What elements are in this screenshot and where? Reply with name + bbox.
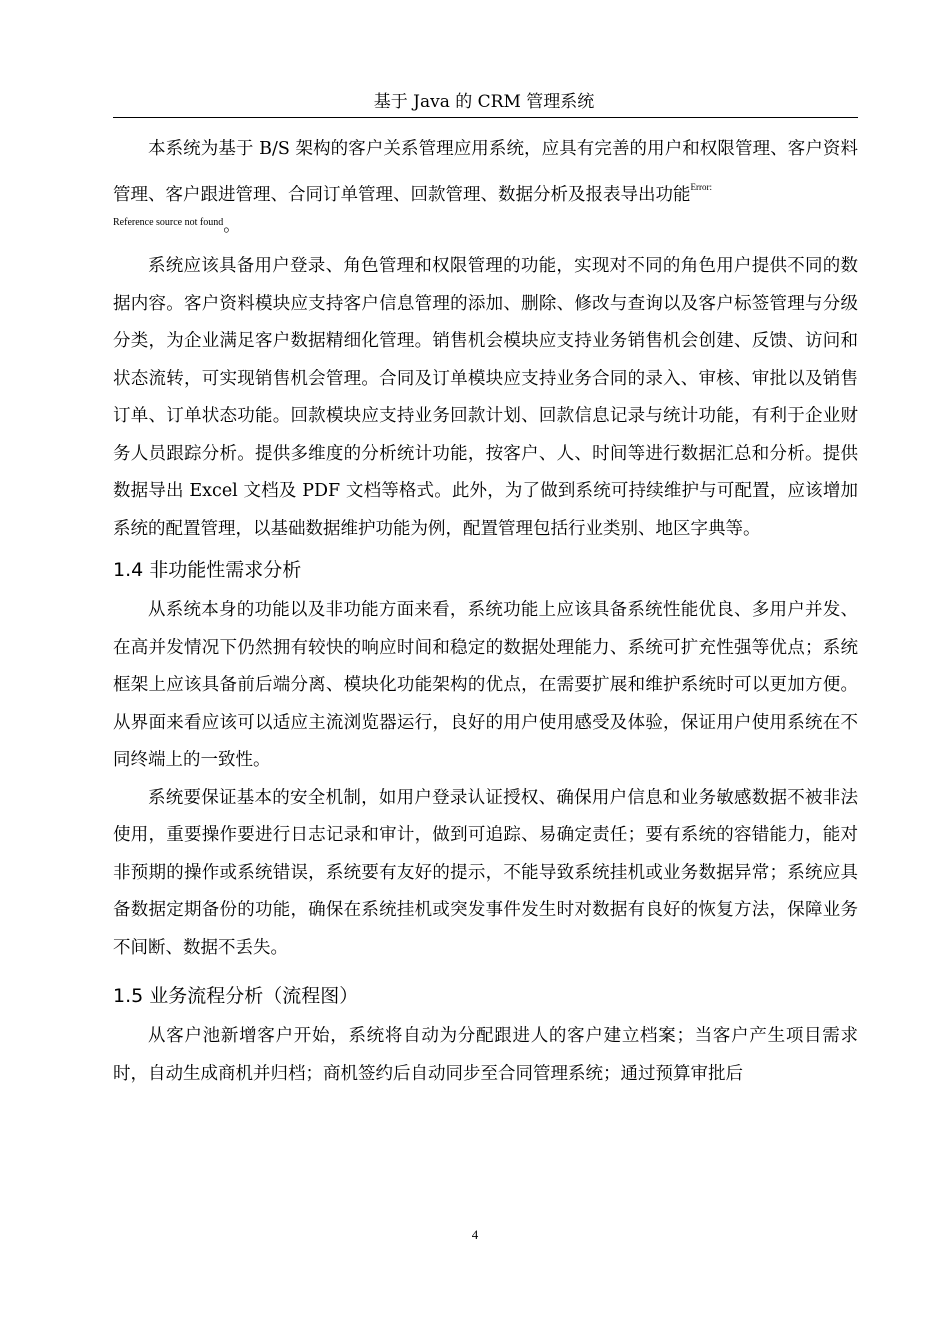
paragraph-nonfunctional-performance: 从系统本身的功能以及非功能方面来看，系统功能上应该具备系统性能优良、多用户并发、在高并发情况下仍然拥有较快的响应时间和稳定的数据处理能力、系统可扩充性强等优点；系统框架上应该具备前后端分离、模块化功能架构的优点，在需要扩展和维护系统时可以更加方便。从界面来看应该可以适应主流浏览器运行，良好的用户使用感受及体验，保证用户使用系统在不同终端上的一致性。 (113, 600, 858, 770)
page-body (113, 131, 858, 1093)
header-rule (113, 117, 858, 118)
section-heading-1-4: 1.4 非功能性需求分析 (113, 559, 302, 581)
paragraph-functional-requirements: 系统应该具备用户登录、角色管理和权限管理的功能，实现对不同的角色用户提供不同的数据内容。客户资料模块应支持客户信息管理的添加、删除、修改与查询以及客户标签管理与分级分类，为企业满足客户数据精细化管理。销售机会模块应支持业务销售机会创建、反馈、访问和状态流转，可实现销售机会管理。合同及订单模块应支持业务合同的录入、审核、审批以及销售订单、订单状态功能。回款模块应支持业务回款计划、回款信息记录与统计功能，有利于企业财务人员跟踪分析。提供多维度的分析统计功能，按客户、人、时间等进行数据汇总和分析。提供数据导出 Excel 文档及 PDF 文档等格式。此外，为了做到系统可持续维护与可配置，应该增加系统的配置管理，以基础数据维护功能为例，配置管理包括行业类别、地区字典等。 (113, 256, 858, 539)
page-number: 4 (471, 1227, 479, 1242)
running-header: 基于 Java 的 CRM 管理系统 (373, 92, 595, 112)
reference-error-label: Reference source not found (113, 217, 224, 228)
paragraph-text: 本系统为基于 B/S 架构的客户关系管理应用系统，应具有完善的用户和权限管理、客户资料管理、客户跟进管理、合同订单管理、回款管理、数据分析及报表导出功能 (113, 139, 858, 205)
reference-error-marker: Error: (690, 181, 712, 192)
section-heading-1-5: 1.5 业务流程分析（流程图） (113, 985, 359, 1007)
paragraph-spacer (113, 967, 858, 974)
paragraph-business-flow: 从客户池新增客户开始，系统将自动为分配跟进人的客户建立档案；当客户产生项目需求时，自动生成商机并归档；商机签约后自动同步至合同管理系统；通过预算审批后 (113, 1026, 858, 1084)
paragraph-system-overview (113, 131, 858, 214)
paragraph-nonfunctional-security: 系统要保证基本的安全机制，如用户登录认证授权、确保用户信息和业务敏感数据不被非法使用，重要操作要进行日志记录和审计，做到可追踪、易确定责任；要有系统的容错能力，能对非预期的操作或系统错误，系统要有友好的提示，不能导致系统挂机或业务数据异常；系统应具备数据定期备份的功能，确保在系统挂机或突发事件发生时对数据有良好的恢复方法，保障业务不间断、数据不丢失。 (113, 787, 858, 958)
sentence-period: 。 (223, 216, 241, 235)
paragraph-spacer (113, 241, 858, 248)
